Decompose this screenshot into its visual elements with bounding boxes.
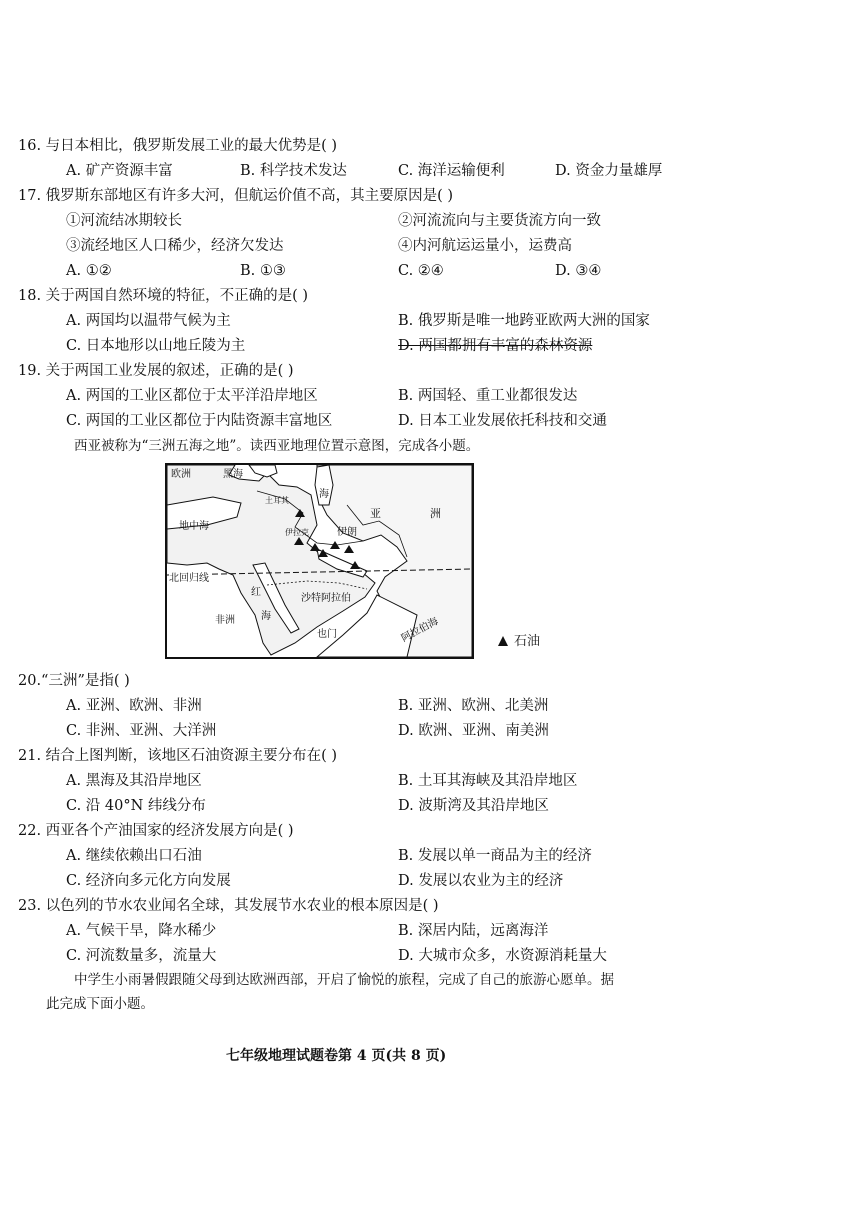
q21-option-c: C. 沿 40°N 纬线分布 (66, 798, 206, 814)
label-black-sea: 黑海 (223, 469, 243, 480)
q22-stem: 22. 西亚各个产油国家的经济发展方向是( ) (18, 823, 294, 839)
label-iran: 伊朗 (337, 527, 357, 538)
page-footer: 七年级地理试题卷第 4 页(共 8 页) (226, 1048, 447, 1064)
q22-option-a: A. 继续依赖出口石油 (66, 848, 202, 864)
q23-option-c: C. 河流数量多，流量大 (66, 948, 217, 964)
label-red-sea-1: 红 (251, 587, 261, 598)
q21-option-d: D. 波斯湾及其沿岸地区 (398, 798, 549, 814)
q16-option-d: D. 资金力量雄厚 (555, 163, 663, 179)
west-asia-map (165, 463, 474, 659)
q23-stem: 23. 以色列的节水农业闻名全球，其发展节水农业的根本原因是( ) (18, 898, 439, 914)
q17-option-a: A. ①② (66, 263, 112, 279)
q18-option-d: D. 两国都拥有丰富的森林资源 (398, 338, 593, 354)
map-legend (498, 630, 540, 649)
q19-option-d: D. 日本工业发展依托科技和交通 (398, 413, 607, 429)
q17-statement-2: ②河流流向与主要货流方向一致 (398, 213, 601, 229)
q17-statement-4: ④内河航运运量小，运费高 (398, 238, 572, 254)
q16-option-c: C. 海洋运输便利 (398, 163, 505, 179)
travel-intro-line-1: 中学生小雨暑假跟随父母到达欧洲西部，开启了愉悦的旅程，完成了自己的旅游心愿单。据 (74, 972, 614, 988)
oil-symbol (310, 543, 320, 551)
q19-option-a: A. 两国的工业区都位于太平洋沿岸地区 (66, 388, 318, 404)
label-tropic-of-cancer: 北回归线 (169, 569, 209, 584)
oil-symbol (330, 541, 340, 549)
label-mediterranean: 地中海 (179, 521, 209, 532)
oil-symbol (294, 537, 304, 545)
q23-option-b: B. 深居内陆，远离海洋 (398, 923, 549, 939)
q22-option-d: D. 发展以农业为主的经济 (398, 873, 564, 889)
label-caspian-sea: 海 (319, 489, 329, 500)
q17-statement-3: ③流经地区人口稀少，经济欠发达 (66, 238, 284, 254)
q17-option-b: B. ①③ (240, 263, 286, 279)
label-europe: 欧洲 (171, 469, 191, 480)
q18-option-a: A. 两国均以温带气候为主 (66, 313, 231, 329)
q20-option-d: D. 欧洲、亚洲、南美洲 (398, 723, 549, 739)
q17-option-d: D. ③④ (555, 263, 602, 279)
q17-statement-1: ①河流结冰期较长 (66, 213, 182, 229)
q23-option-a: A. 气候干旱，降水稀少 (66, 923, 217, 939)
q21-option-a: A. 黑海及其沿岸地区 (66, 773, 202, 789)
q19-option-c: C. 两国的工业区都位于内陆资源丰富地区 (66, 413, 333, 429)
q17-stem: 17. 俄罗斯东部地区有许多大河，但航运价值不高，其主要原因是( ) (18, 188, 454, 204)
q18-stem: 18. 关于两国自然环境的特征，不正确的是( ) (18, 288, 309, 304)
q19-stem: 19. 关于两国工业发展的叙述，正确的是( ) (18, 363, 294, 379)
q20-option-c: C. 非洲、亚洲、大洋洲 (66, 723, 217, 739)
q20-stem: 20.“三洲”是指( ) (18, 673, 130, 689)
label-iraq: 伊拉克 (285, 528, 309, 537)
oil-legend-icon (498, 636, 508, 646)
q19-option-b: B. 两国轻、重工业都很发达 (398, 388, 578, 404)
oil-symbol (350, 561, 360, 569)
map-intro-text: 西亚被称为“三洲五海之地”。读西亚地理位置示意图，完成各小题。 (74, 438, 480, 454)
label-turkey: 土耳其 (265, 496, 289, 505)
label-yemen: 也门 (317, 629, 337, 640)
label-africa: 非洲 (215, 615, 235, 626)
q22-option-b: B. 发展以单一商品为主的经济 (398, 848, 592, 864)
oil-symbol (344, 545, 354, 553)
q17-option-c: C. ②④ (398, 263, 444, 279)
label-red-sea-2: 海 (261, 611, 271, 622)
q21-option-b: B. 土耳其海峡及其沿岸地区 (398, 773, 578, 789)
q16-option-b: B. 科学技术发达 (240, 163, 347, 179)
q16-option-a: A. 矿产资源丰富 (66, 163, 173, 179)
q23-option-d: D. 大城市众多，水资源消耗量大 (398, 948, 607, 964)
q16-stem: 16. 与日本相比，俄罗斯发展工业的最大优势是( ) (18, 138, 338, 154)
oil-symbol (295, 509, 305, 517)
label-asia-zhou: 洲 (430, 507, 441, 520)
legend-oil-label: 石油 (514, 634, 541, 649)
q18-option-c: C. 日本地形以山地丘陵为主 (66, 338, 246, 354)
label-asia-ya: 亚 (370, 507, 381, 520)
q22-option-c: C. 经济向多元化方向发展 (66, 873, 231, 889)
q21-stem: 21. 结合上图判断，该地区石油资源主要分布在( ) (18, 748, 338, 764)
label-arabian-sea: 阿拉伯海 (399, 616, 441, 645)
q20-option-a: A. 亚洲、欧洲、非洲 (66, 698, 202, 714)
label-saudi-arabia: 沙特阿拉伯 (301, 593, 351, 604)
q18-option-b: B. 俄罗斯是唯一地跨亚欧两大洲的国家 (398, 313, 650, 329)
q20-option-b: B. 亚洲、欧洲、北美洲 (398, 698, 549, 714)
travel-intro-line-2: 此完成下面小题。 (46, 996, 154, 1012)
